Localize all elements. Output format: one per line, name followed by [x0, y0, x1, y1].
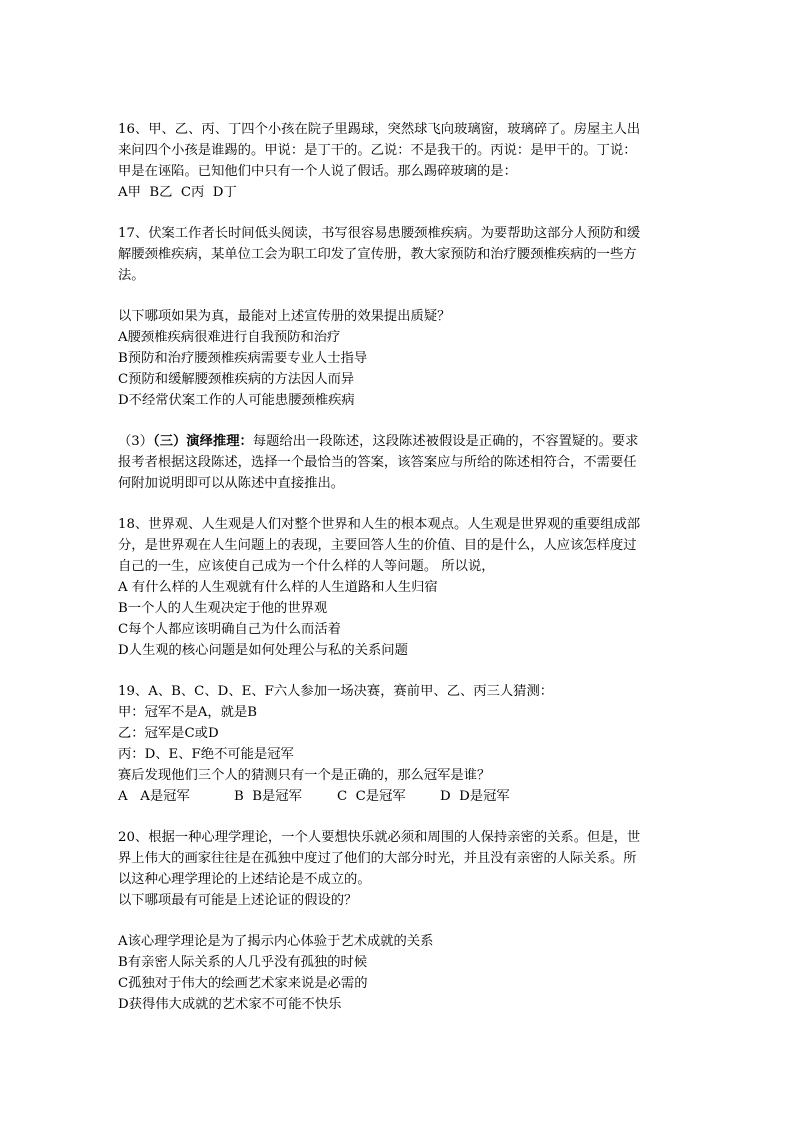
section-title: （三）演绎推理： — [153, 434, 253, 449]
section-intro-line: 何附加说明即可以从陈述中直接推出。 — [118, 476, 345, 491]
answer-option: C C是冠军 — [337, 789, 406, 804]
answer-option: D不经常伏案工作的人可能患腰颈椎疾病 — [118, 393, 355, 408]
section-intro-line: 每题给出一段陈述，这段陈述被假设是正确的，不容置疑的。要求 — [252, 434, 639, 449]
question-stem-line: 16、甲、乙、丙、丁四个小孩在院子里踢球，突然球飞向玻璃窗，玻璃碎了。房屋主人出 — [118, 122, 641, 137]
answer-option: D D是冠军 — [440, 789, 510, 804]
answer-option: C预防和缓解腰颈椎疾病的方法因人而异 — [118, 372, 355, 387]
question-stem-line: 18、世界观、人生观是人们对整个世界和人生的根本观点。人生观是世界观的重要组成部 — [118, 517, 641, 532]
answer-option: A A是冠军 — [118, 789, 190, 804]
section-intro-line: 报考者根据这段陈述，选择一个最恰当的答案，该答案应与所给的陈述相符合，不需要任 — [118, 455, 637, 470]
answer-option: D获得伟大成就的艺术家不可能不快乐 — [118, 997, 342, 1012]
answer-option: B一个人的人生观决定于他的世界观 — [118, 601, 328, 616]
question-stem-line: 17、伏案工作者长时间低头阅读，书写很容易患腰颈椎疾病。为要帮助这部分人预防和缓 — [118, 226, 641, 241]
answer-option: A腰颈椎疾病很难进行自我预防和治疗 — [118, 330, 341, 345]
question-stem-line: 乙：冠军是C或D — [118, 726, 219, 741]
question-stem-line: 甲：冠军不是A，就是B — [118, 705, 258, 720]
answer-options — [118, 786, 676, 807]
question-stem-line: 来问四个小孩是谁踢的。甲说：是丁干的。乙说：不是我干的。丙说：是甲干的。丁说： — [118, 143, 637, 158]
question-stem-line: 法。 — [118, 268, 145, 283]
question-stem-line: 赛后发现他们三个人的猜测只有一个是正确的，那么冠军是谁？ — [118, 768, 491, 783]
section-deductive-reasoning — [118, 431, 676, 494]
question-17 — [118, 223, 676, 411]
answer-option: A该心理学理论是为了揭示内心体验于艺术成就的关系 — [118, 934, 434, 949]
question-20 — [118, 827, 676, 1015]
question-stem-line: 甲是在诬陷。已知他们中只有一个人说了假话。那么踢碎玻璃的是： — [118, 164, 517, 179]
question-19 — [118, 681, 676, 807]
question-16 — [118, 119, 676, 203]
question-prompt: 以下哪项如果为真，最能对上述宣传册的效果提出质疑？ — [118, 309, 451, 324]
question-stem-line: 自己的一生，应该使自己成为一个什么样的人等问题。 所以说， — [118, 559, 495, 574]
section-number: （3） — [118, 434, 154, 449]
question-stem-line: 丙：D、E、F绝不可能是冠军 — [118, 747, 294, 762]
question-stem-line: 20、根据一种心理学理论，一个人要想快乐就必须和周围的人保持亲密的关系。但是，世 — [118, 830, 641, 845]
document-body — [118, 119, 676, 1015]
answer-option: A 有什么样的人生观就有什么样的人生道路和人生归宿 — [118, 580, 438, 595]
question-stem-line: 解腰颈椎疾病，某单位工会为职工印发了宣传册，教大家预防和治疗腰颈椎疾病的一些方 — [118, 247, 637, 262]
question-stem-line: 分，是世界观在人生问题上的表现，主要回答人生的价值、目的是什么，人应该怎样度过 — [118, 538, 637, 553]
answer-option: C每个人都应该明确自己为什么而活着 — [118, 622, 341, 637]
question-stem-line: 界上伟大的画家往往是在孤独中度过了他们的大部分时光，并且没有亲密的人际关系。所 — [118, 851, 637, 866]
question-stem-line: 19、A、B、C、D、E、F六人参加一场决赛，赛前甲、乙、丙三人猜测： — [118, 684, 554, 699]
question-18 — [118, 514, 676, 661]
answer-option: B有亲密人际关系的人几乎没有孤独的时候 — [118, 955, 368, 970]
question-prompt: 以下哪项最有可能是上述论证的假设的？ — [118, 893, 358, 908]
answer-option: C孤独对于伟大的绘画艺术家来说是必需的 — [118, 976, 368, 991]
answer-options: A甲 B乙 C丙 D丁 — [118, 185, 237, 200]
answer-option: D人生观的核心问题是如何处理公与私的关系问题 — [118, 643, 408, 658]
answer-option: B预防和治疗腰颈椎疾病需要专业人士指导 — [118, 351, 368, 366]
question-stem-line: 以这种心理学理论的上述结论是不成立的。 — [118, 872, 371, 887]
answer-option: B B是冠军 — [234, 789, 302, 804]
